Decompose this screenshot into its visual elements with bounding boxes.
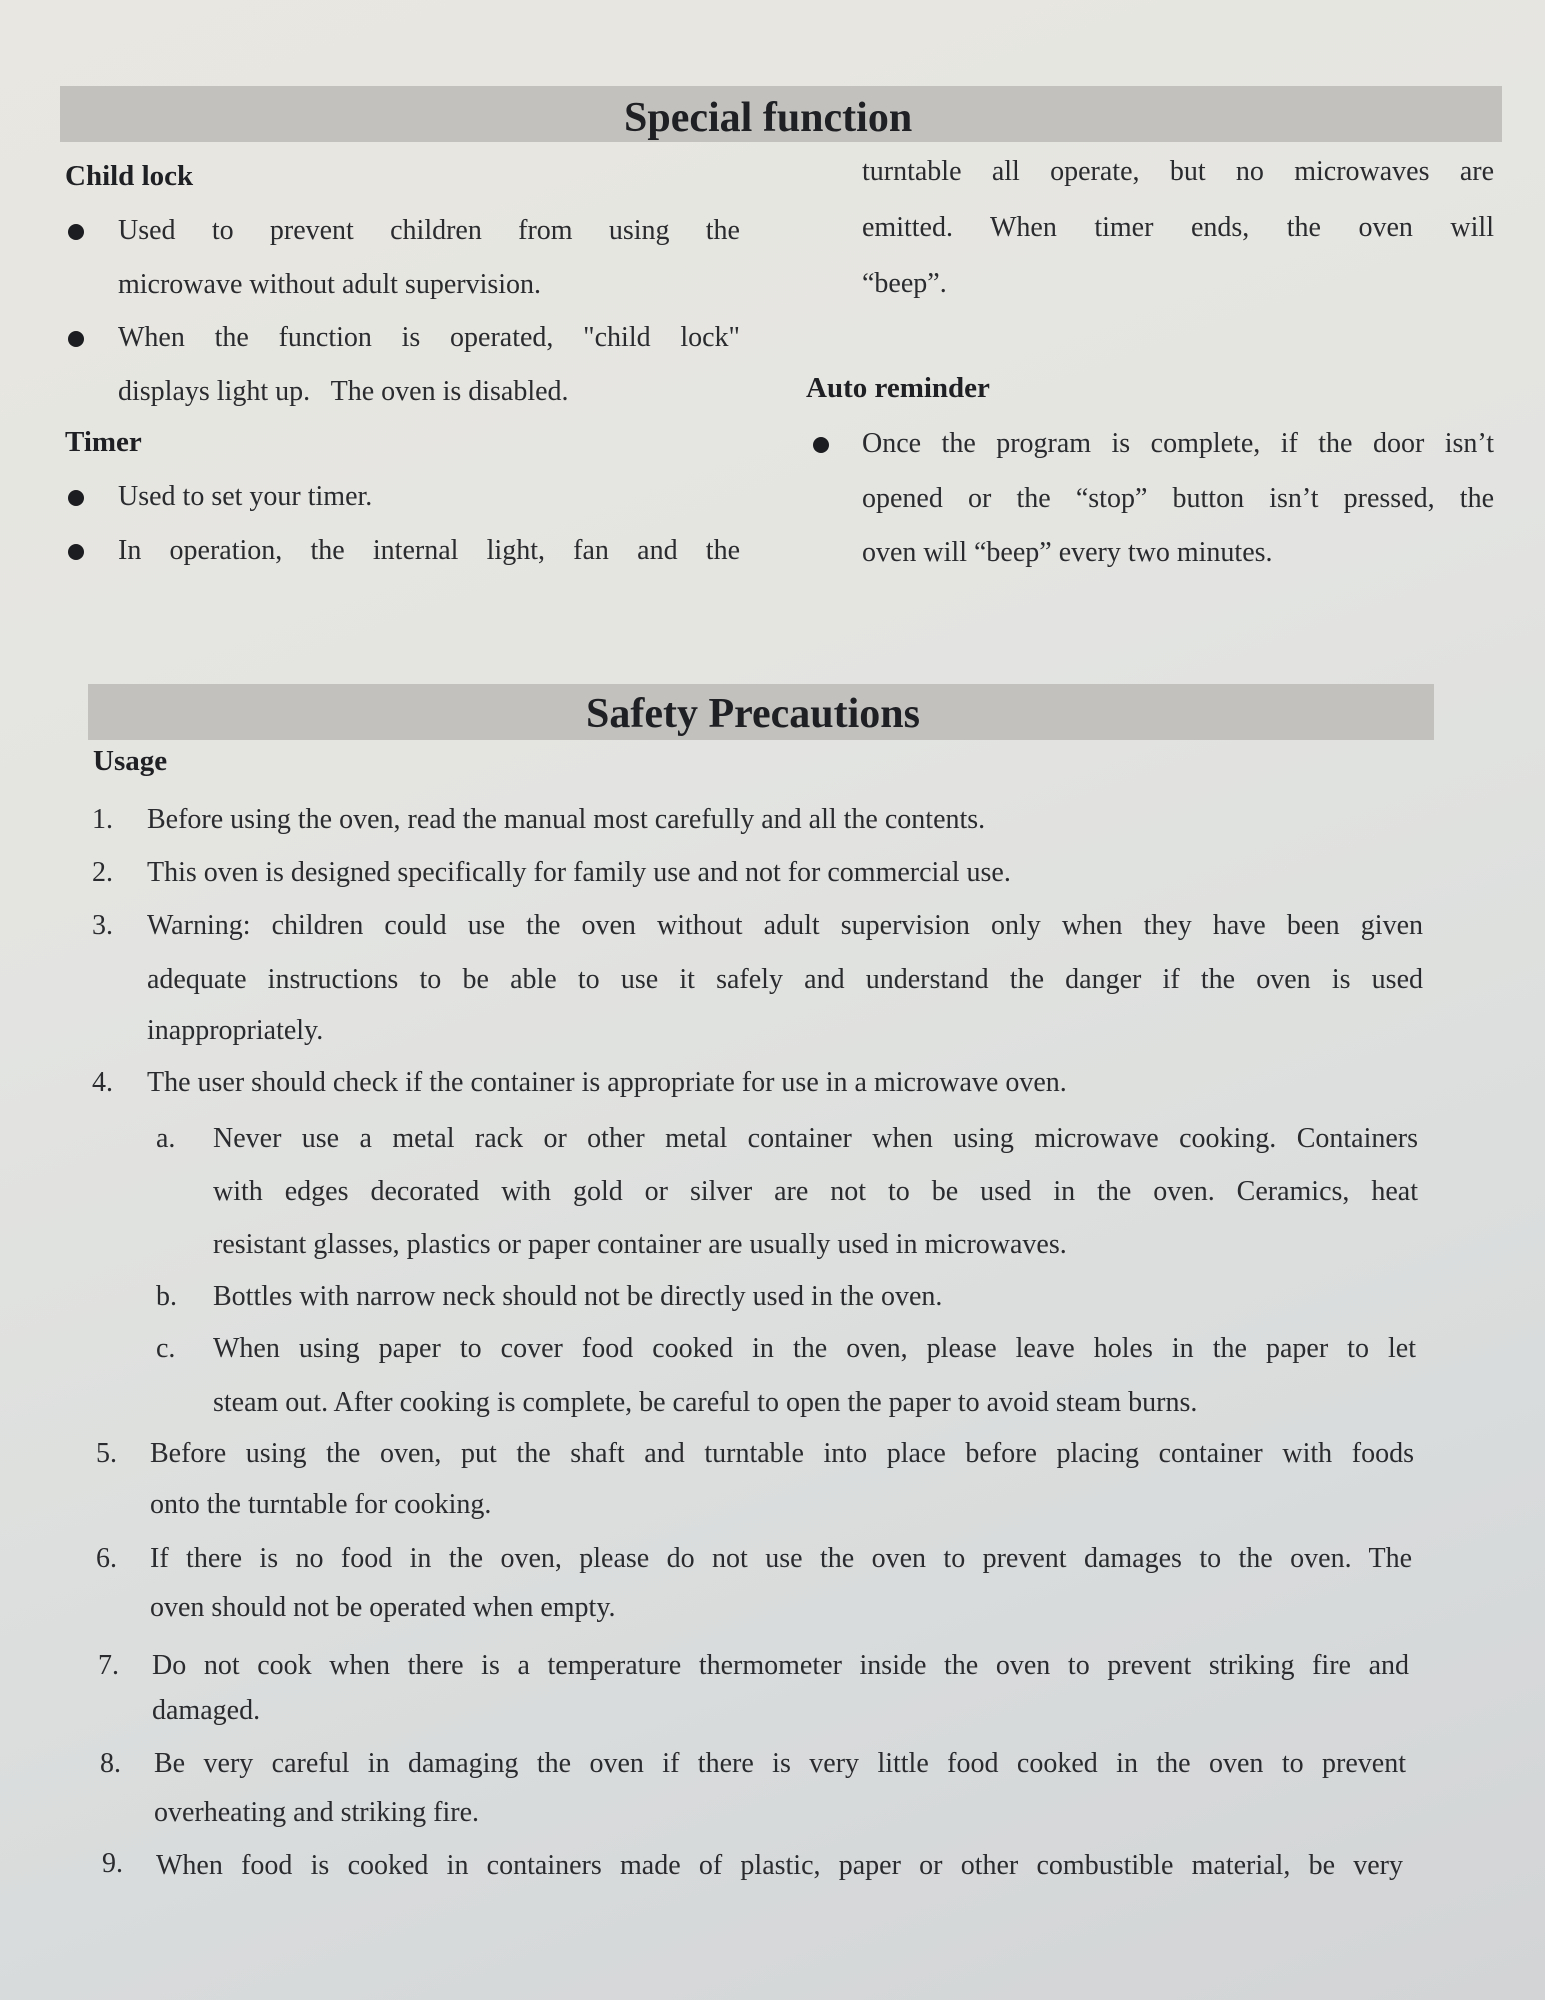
bullet-icon <box>813 437 829 453</box>
timer-bullet2-line1: In operation, the internal light, fan and the <box>118 535 740 566</box>
child-lock-bullet1-line2: microwave without adult supervision. <box>118 269 542 300</box>
item-number: 6. <box>96 1543 117 1574</box>
item-line: Warning: children could use the oven without adult supervision only when they have been given <box>147 910 1423 941</box>
item-line: When food is cooked in containers made of plastic, paper or other combustible material, be very <box>156 1850 1403 1881</box>
item-line: This oven is designed specifically for family use and not for commercial use. <box>147 857 1011 888</box>
timer-heading: Timer <box>65 426 142 458</box>
item-line: onto the turntable for cooking. <box>150 1489 492 1520</box>
sub-item-line: When using paper to cover food cooked in the oven, please leave holes in the paper to let <box>213 1333 1416 1364</box>
bullet-icon <box>68 331 84 347</box>
safety-precautions-title: Safety Precautions <box>586 691 921 737</box>
item-number: 9. <box>102 1848 123 1879</box>
item-line: Before using the oven, read the manual most carefully and all the contents. <box>147 804 986 835</box>
sub-item-line: Bottles with narrow neck should not be directly used in the oven. <box>213 1281 943 1312</box>
item-line: adequate instructions to be able to use it safely and understand the danger if the oven is used <box>147 964 1423 995</box>
sub-item-line: steam out. After cooking is complete, be careful to open the paper to avoid steam burns. <box>213 1387 1198 1418</box>
special-function-title: Special function <box>624 95 913 141</box>
child-lock-bullet2-line2: displays light up. The oven is disabled. <box>118 376 569 407</box>
sub-item-line: resistant glasses, plastics or paper container are usually used in microwaves. <box>213 1229 1067 1260</box>
item-line: overheating and striking fire. <box>154 1797 480 1828</box>
item-line: inappropriately. <box>147 1015 324 1046</box>
item-number: 7. <box>98 1650 119 1681</box>
sub-item-letter: c. <box>156 1333 176 1364</box>
item-line: damaged. <box>152 1695 261 1726</box>
timer-bullet2-line4: “beep”. <box>862 268 947 299</box>
item-line: The user should check if the container is appropriate for use in a microwave oven. <box>147 1067 1067 1098</box>
item-line: Before using the oven, put the shaft and turntable into place before placing container with foods <box>150 1438 1414 1469</box>
child-lock-bullet1-line1: Used to prevent children from using the <box>118 215 740 246</box>
child-lock-heading: Child lock <box>65 160 194 192</box>
item-number: 2. <box>92 857 113 888</box>
timer-bullet1: Used to set your timer. <box>118 481 373 512</box>
auto-reminder-line1: Once the program is complete, if the door isn’t <box>862 428 1494 459</box>
item-number: 3. <box>92 910 113 941</box>
bullet-icon <box>68 490 84 506</box>
item-number: 1. <box>92 804 113 835</box>
auto-reminder-line2: opened or the “stop” button isn’t pressed, the <box>862 483 1494 514</box>
item-number: 5. <box>96 1438 117 1469</box>
bullet-icon <box>68 544 84 560</box>
item-line: Do not cook when there is a temperature thermometer inside the oven to prevent striking fire and <box>152 1650 1409 1681</box>
item-line: oven should not be operated when empty. <box>150 1592 616 1623</box>
item-line: If there is no food in the oven, please do not use the oven to prevent damages to the oven. The <box>150 1543 1412 1574</box>
child-lock-bullet2-line1: When the function is operated, "child lock" <box>118 322 740 353</box>
bullet-icon <box>68 224 84 240</box>
item-number: 4. <box>92 1067 113 1098</box>
item-line: Be very careful in damaging the oven if there is very little food cooked in the oven to prevent <box>154 1748 1406 1779</box>
sub-item-line: with edges decorated with gold or silver are not to be used in the oven. Ceramics, heat <box>213 1176 1418 1207</box>
sub-item-line: Never use a metal rack or other metal container when using microwave cooking. Containers <box>213 1123 1418 1154</box>
auto-reminder-heading: Auto reminder <box>806 372 990 404</box>
sub-item-letter: b. <box>156 1281 177 1312</box>
timer-bullet2-line2: turntable all operate, but no microwaves are <box>862 156 1494 187</box>
usage-heading: Usage <box>93 745 168 777</box>
item-number: 8. <box>100 1748 121 1779</box>
sub-item-letter: a. <box>156 1123 176 1154</box>
auto-reminder-line3: oven will “beep” every two minutes. <box>862 537 1273 568</box>
timer-bullet2-line3: emitted. When timer ends, the oven will <box>862 212 1494 243</box>
